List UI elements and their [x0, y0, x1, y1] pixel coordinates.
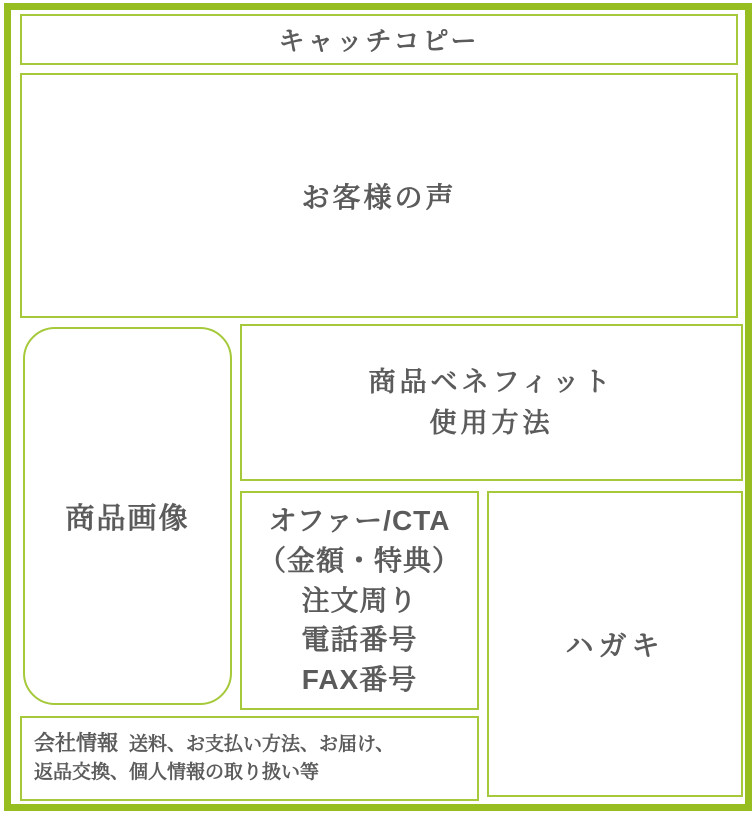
company-info-line-2: 返品交換、個人情報の取り扱い等 [34, 762, 320, 783]
company-info-box [20, 716, 479, 801]
offer-line-1: オファー/CTA [268, 505, 451, 537]
company-info-heading: 会社情報 [34, 732, 118, 755]
customer-voice-label: お客様の声 [301, 181, 457, 213]
product-image-box [23, 327, 232, 705]
offer-cta-box [240, 491, 479, 710]
benefit-line-1: 商品ベネフィット [368, 367, 615, 397]
catch-copy-box [20, 14, 738, 65]
customer-voice-box [20, 73, 738, 318]
company-info-line-1: 送料、お支払い方法、お届け、 [129, 734, 395, 755]
offer-line-4: 電話番号 [301, 624, 418, 656]
postcard-label: ハガキ [565, 630, 665, 661]
catch-copy-label: キャッチコピー [278, 26, 480, 56]
company-info-text [34, 730, 394, 787]
postcard-box [487, 491, 743, 797]
product-image-label: 商品画像 [65, 502, 190, 535]
benefit-line-2: 使用方法 [429, 407, 554, 438]
offer-line-3: 注文周り [301, 584, 418, 616]
offer-line-5: FAX番号 [301, 664, 418, 696]
product-benefit-box [240, 324, 743, 481]
offer-line-2: （金額・特典） [257, 544, 461, 576]
